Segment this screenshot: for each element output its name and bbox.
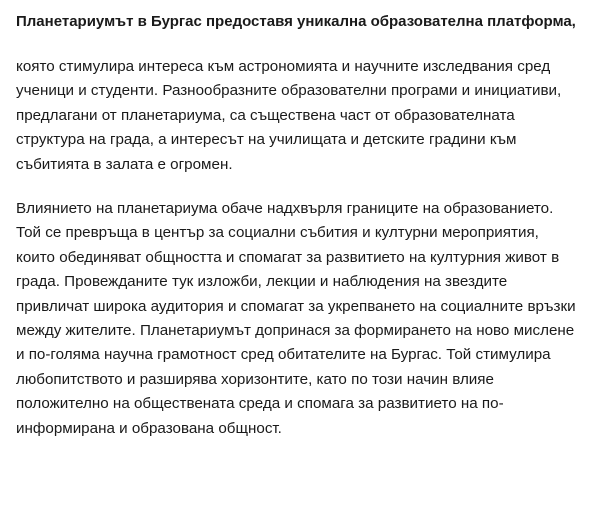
article <box>16 10 582 441</box>
article-heading: Планетариумът в Бургас предоставя уникална образователна платформа, <box>16 13 576 30</box>
paragraph-2: Влиянието на планетариума обаче надхвърля границите на образованието. Той се превръща в център за социални събития и културни мероприятия, които обединяват общността и спомагат за развитието на културния живот в града. Провежданите тук изложби, лекции и наблюдения на звездите привличат широка аудитория и спомагат за укрепването на социалните връзки между жителите. Планетариумът допринася за формирането на ново мислене и по-голяма научна грамотност сред обитателите на Бургас. Той стимулира любопитството и разширява хоризонтите, като по този начин влияе положително на обществената среда и спомага за развитието на по-информирана и образована общност. <box>16 200 576 437</box>
paragraph-1: която стимулира интереса към астрономията и научните изследвания сред ученици и студенти. Разнообразните образователни програми и инициативи, предлагани от планетариума, са съществена част от образователната структура на града, а интересът на училищата и детските градини към събитията в залата е огромен. <box>16 58 562 173</box>
